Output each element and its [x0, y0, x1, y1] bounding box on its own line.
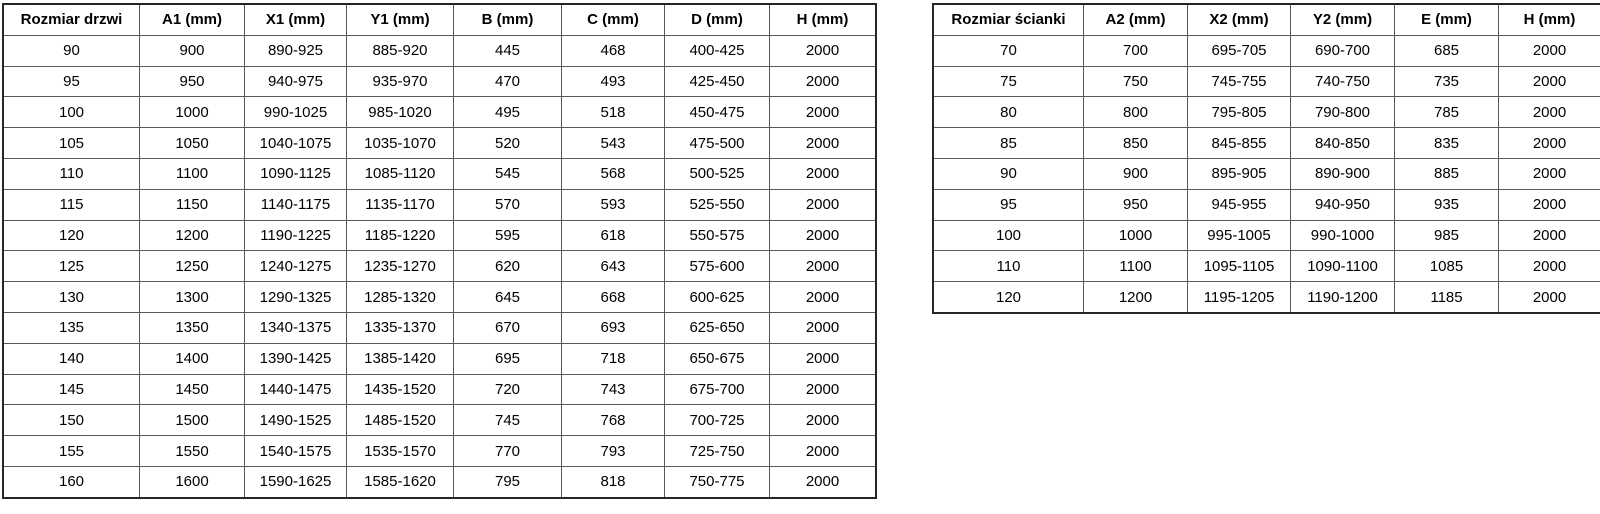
table-cell: 90 [933, 158, 1084, 189]
table-cell: 1190-1200 [1291, 282, 1395, 313]
table-cell: 135 [3, 312, 140, 343]
table-cell: 1340-1375 [245, 312, 347, 343]
table-cell: 1040-1075 [245, 128, 347, 159]
table-cell: 2000 [770, 466, 877, 497]
table-cell: 1300 [140, 282, 245, 313]
table-cell: 543 [562, 128, 665, 159]
table-cell: 100 [3, 97, 140, 128]
table-cell: 2000 [1499, 128, 1600, 159]
table-cell: 890-900 [1291, 158, 1395, 189]
table-cell: 1350 [140, 312, 245, 343]
table-cell: 568 [562, 158, 665, 189]
table-cell: 1590-1625 [245, 466, 347, 497]
table-cell: 1450 [140, 374, 245, 405]
table-cell: 1200 [1084, 282, 1188, 313]
table-cell: 2000 [1499, 189, 1600, 220]
table-row [933, 158, 1600, 189]
table-cell: 495 [454, 97, 562, 128]
column-header: B (mm) [454, 4, 562, 35]
table-cell: 1195-1205 [1188, 282, 1291, 313]
table-cell: 745-755 [1188, 66, 1291, 97]
table-cell: 475-500 [665, 128, 770, 159]
table-cell: 645 [454, 282, 562, 313]
table-cell: 935 [1395, 189, 1499, 220]
table-cell: 643 [562, 251, 665, 282]
column-header: Y1 (mm) [347, 4, 454, 35]
table-cell: 425-450 [665, 66, 770, 97]
table-cell: 1200 [140, 220, 245, 251]
table-row [3, 220, 876, 251]
wall-size-table [932, 3, 1600, 314]
table-cell: 593 [562, 189, 665, 220]
table-cell: 2000 [770, 35, 877, 66]
table-cell: 750 [1084, 66, 1188, 97]
table-cell: 1335-1370 [347, 312, 454, 343]
table-row [933, 35, 1600, 66]
table-cell: 2000 [770, 189, 877, 220]
column-header: X2 (mm) [1188, 4, 1291, 35]
table-cell: 500-525 [665, 158, 770, 189]
column-header: H (mm) [770, 4, 877, 35]
column-header: A1 (mm) [140, 4, 245, 35]
column-header: Rozmiar ścianki [933, 4, 1084, 35]
table-cell: 995-1005 [1188, 220, 1291, 251]
table-cell: 890-925 [245, 35, 347, 66]
table-cell: 1390-1425 [245, 343, 347, 374]
table-cell: 2000 [770, 251, 877, 282]
table-cell: 1085 [1395, 251, 1499, 282]
table-cell: 1235-1270 [347, 251, 454, 282]
table-cell: 690-700 [1291, 35, 1395, 66]
table-row [3, 35, 876, 66]
table-cell: 650-675 [665, 343, 770, 374]
table-cell: 695 [454, 343, 562, 374]
table-row [933, 128, 1600, 159]
table-cell: 2000 [770, 97, 877, 128]
table-cell: 1385-1420 [347, 343, 454, 374]
table-cell: 1185 [1395, 282, 1499, 313]
table-cell: 990-1025 [245, 97, 347, 128]
table-cell: 520 [454, 128, 562, 159]
table-cell: 80 [933, 97, 1084, 128]
table-cell: 1550 [140, 436, 245, 467]
table-row [3, 374, 876, 405]
table-cell: 1490-1525 [245, 405, 347, 436]
table-cell: 2000 [770, 158, 877, 189]
table-cell: 790-800 [1291, 97, 1395, 128]
table-cell: 990-1000 [1291, 220, 1395, 251]
table-cell: 75 [933, 66, 1084, 97]
column-header: C (mm) [562, 4, 665, 35]
table-cell: 695-705 [1188, 35, 1291, 66]
table-cell: 835 [1395, 128, 1499, 159]
table-cell: 2000 [770, 343, 877, 374]
table-cell: 900 [1084, 158, 1188, 189]
table-cell: 110 [933, 251, 1084, 282]
table-cell: 620 [454, 251, 562, 282]
table-cell: 1095-1105 [1188, 251, 1291, 282]
table-cell: 1400 [140, 343, 245, 374]
table-cell: 693 [562, 312, 665, 343]
table-cell: 885 [1395, 158, 1499, 189]
table-cell: 1090-1125 [245, 158, 347, 189]
table-cell: 675-700 [665, 374, 770, 405]
table-cell: 1485-1520 [347, 405, 454, 436]
table-cell: 2000 [770, 374, 877, 405]
table-cell: 885-920 [347, 35, 454, 66]
table-cell: 2000 [1499, 220, 1600, 251]
table-cell: 120 [933, 282, 1084, 313]
table-row [3, 97, 876, 128]
table-cell: 493 [562, 66, 665, 97]
table-cell: 795 [454, 466, 562, 497]
table-cell: 470 [454, 66, 562, 97]
table-row [3, 405, 876, 436]
table-cell: 700 [1084, 35, 1188, 66]
table-cell: 940-975 [245, 66, 347, 97]
table-cell: 550-575 [665, 220, 770, 251]
table-cell: 1000 [140, 97, 245, 128]
table-cell: 1185-1220 [347, 220, 454, 251]
table-cell: 575-600 [665, 251, 770, 282]
table-cell: 785 [1395, 97, 1499, 128]
table-row [3, 251, 876, 282]
table-cell: 600-625 [665, 282, 770, 313]
table-cell: 743 [562, 374, 665, 405]
table-cell: 125 [3, 251, 140, 282]
table-row [933, 251, 1600, 282]
table-cell: 1600 [140, 466, 245, 497]
table-cell: 795-805 [1188, 97, 1291, 128]
table-cell: 518 [562, 97, 665, 128]
table-cell: 2000 [1499, 97, 1600, 128]
header-row [933, 4, 1600, 35]
table-row [933, 282, 1600, 313]
table-cell: 1035-1070 [347, 128, 454, 159]
door-size-table [2, 3, 877, 499]
table-cell: 900 [140, 35, 245, 66]
table-cell: 2000 [1499, 282, 1600, 313]
table-cell: 985 [1395, 220, 1499, 251]
table-cell: 1285-1320 [347, 282, 454, 313]
table-cell: 1585-1620 [347, 466, 454, 497]
table-cell: 718 [562, 343, 665, 374]
table-cell: 120 [3, 220, 140, 251]
table-cell: 160 [3, 466, 140, 497]
table-cell: 668 [562, 282, 665, 313]
table-cell: 740-750 [1291, 66, 1395, 97]
table-cell: 800 [1084, 97, 1188, 128]
column-header: H (mm) [1499, 4, 1600, 35]
table-cell: 85 [933, 128, 1084, 159]
table-cell: 1440-1475 [245, 374, 347, 405]
table-cell: 850 [1084, 128, 1188, 159]
table-cell: 2000 [770, 405, 877, 436]
table-cell: 115 [3, 189, 140, 220]
table-cell: 2000 [770, 312, 877, 343]
table-cell: 1535-1570 [347, 436, 454, 467]
table-cell: 105 [3, 128, 140, 159]
table-cell: 985-1020 [347, 97, 454, 128]
table-cell: 595 [454, 220, 562, 251]
table-row [3, 128, 876, 159]
table-cell: 95 [3, 66, 140, 97]
table-cell: 570 [454, 189, 562, 220]
table-row [3, 158, 876, 189]
table-cell: 625-650 [665, 312, 770, 343]
table-cell: 1100 [140, 158, 245, 189]
table-row [3, 282, 876, 313]
table-row [933, 97, 1600, 128]
table-cell: 793 [562, 436, 665, 467]
table-cell: 1150 [140, 189, 245, 220]
table-cell: 130 [3, 282, 140, 313]
table-cell: 450-475 [665, 97, 770, 128]
column-header: Rozmiar drzwi [3, 4, 140, 35]
table-cell: 618 [562, 220, 665, 251]
table-cell: 1500 [140, 405, 245, 436]
table-cell: 940-950 [1291, 189, 1395, 220]
column-header: Y2 (mm) [1291, 4, 1395, 35]
table-cell: 945-955 [1188, 189, 1291, 220]
table-cell: 720 [454, 374, 562, 405]
table-cell: 700-725 [665, 405, 770, 436]
table-cell: 950 [140, 66, 245, 97]
table-cell: 1050 [140, 128, 245, 159]
table-row [3, 466, 876, 497]
table-cell: 1435-1520 [347, 374, 454, 405]
table-cell: 685 [1395, 35, 1499, 66]
column-header: A2 (mm) [1084, 4, 1188, 35]
table-cell: 110 [3, 158, 140, 189]
table-cell: 2000 [770, 66, 877, 97]
table-cell: 1140-1175 [245, 189, 347, 220]
table-row [933, 220, 1600, 251]
table-cell: 845-855 [1188, 128, 1291, 159]
table-cell: 840-850 [1291, 128, 1395, 159]
table-cell: 1290-1325 [245, 282, 347, 313]
table-row [3, 312, 876, 343]
table-cell: 818 [562, 466, 665, 497]
table-cell: 1240-1275 [245, 251, 347, 282]
table-cell: 145 [3, 374, 140, 405]
table-cell: 2000 [770, 128, 877, 159]
table-cell: 2000 [1499, 251, 1600, 282]
table-cell: 100 [933, 220, 1084, 251]
table-cell: 90 [3, 35, 140, 66]
table-row [3, 436, 876, 467]
table-cell: 445 [454, 35, 562, 66]
table-cell: 750-775 [665, 466, 770, 497]
table-cell: 745 [454, 405, 562, 436]
table-cell: 735 [1395, 66, 1499, 97]
table-cell: 1135-1170 [347, 189, 454, 220]
table-row [3, 189, 876, 220]
table-row [3, 66, 876, 97]
table-cell: 2000 [1499, 66, 1600, 97]
table-cell: 2000 [770, 282, 877, 313]
table-cell: 525-550 [665, 189, 770, 220]
table-cell: 1250 [140, 251, 245, 282]
table-cell: 770 [454, 436, 562, 467]
table-cell: 140 [3, 343, 140, 374]
table-row [933, 66, 1600, 97]
table-cell: 1100 [1084, 251, 1188, 282]
table-cell: 400-425 [665, 35, 770, 66]
column-header: X1 (mm) [245, 4, 347, 35]
column-header: D (mm) [665, 4, 770, 35]
table-cell: 725-750 [665, 436, 770, 467]
table-cell: 70 [933, 35, 1084, 66]
table-cell: 2000 [770, 436, 877, 467]
table-cell: 1090-1100 [1291, 251, 1395, 282]
table-cell: 2000 [1499, 35, 1600, 66]
table-cell: 155 [3, 436, 140, 467]
table-cell: 1085-1120 [347, 158, 454, 189]
table-cell: 950 [1084, 189, 1188, 220]
table-row [3, 343, 876, 374]
table-cell: 545 [454, 158, 562, 189]
table-cell: 768 [562, 405, 665, 436]
table-cell: 1190-1225 [245, 220, 347, 251]
header-row [3, 4, 876, 35]
table-cell: 150 [3, 405, 140, 436]
table-cell: 2000 [1499, 158, 1600, 189]
table-row [933, 189, 1600, 220]
column-header: E (mm) [1395, 4, 1499, 35]
table-cell: 670 [454, 312, 562, 343]
table-cell: 895-905 [1188, 158, 1291, 189]
table-cell: 95 [933, 189, 1084, 220]
table-cell: 2000 [770, 220, 877, 251]
table-cell: 935-970 [347, 66, 454, 97]
table-cell: 468 [562, 35, 665, 66]
table-cell: 1000 [1084, 220, 1188, 251]
table-cell: 1540-1575 [245, 436, 347, 467]
